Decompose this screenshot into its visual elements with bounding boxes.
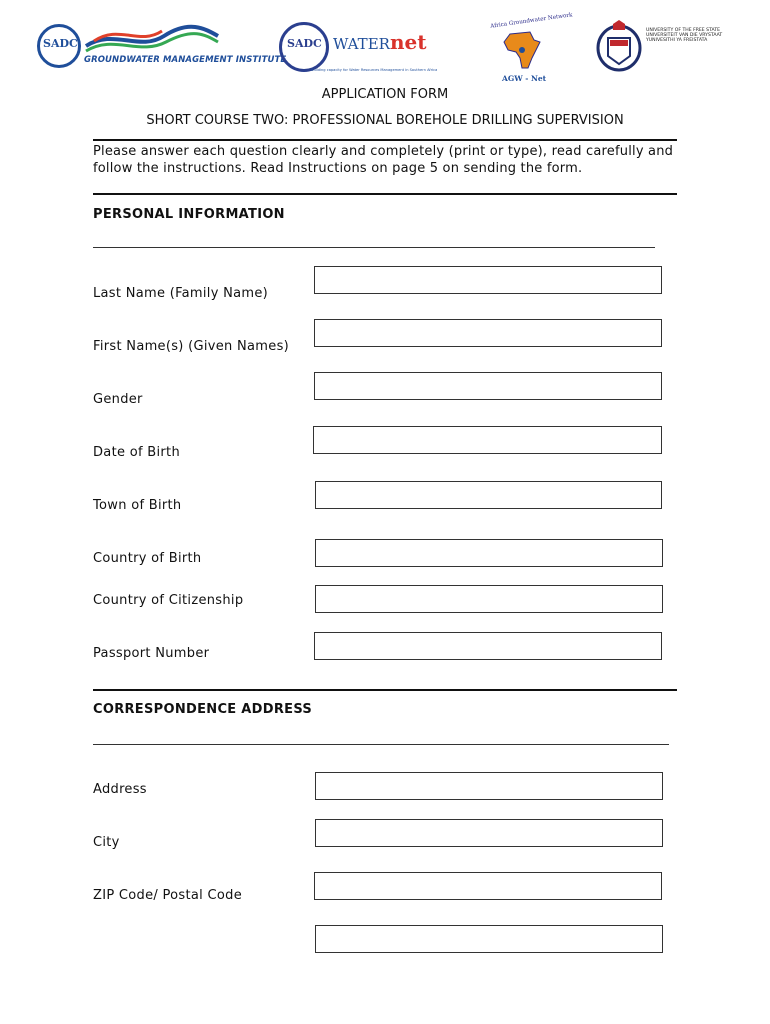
instructions-text: Please answer each question clearly and completely (print or type), read carefully and follow the instructions. Read Instructions on page 5 on sending the form. bbox=[93, 144, 674, 176]
sadc-logo bbox=[37, 24, 81, 68]
waternet-water: WATER bbox=[333, 35, 390, 53]
fill-line bbox=[93, 247, 655, 248]
address-label: Address bbox=[93, 782, 147, 797]
agw-logo bbox=[486, 12, 573, 88]
date-of-birth-label: Date of Birth bbox=[93, 445, 180, 460]
gmi-name: GROUNDWATER MANAGEMENT INSTITUTE bbox=[84, 55, 287, 65]
postal-code-label: ZIP Code/ Postal Code bbox=[93, 888, 242, 903]
waternet-tagline: Building capacity for Water Resources Management in Southern Africa bbox=[311, 68, 438, 72]
postal-code-field[interactable] bbox=[314, 872, 662, 900]
correspondence-heading: CORRESPONDENCE ADDRESS bbox=[93, 702, 313, 717]
divider bbox=[93, 193, 677, 195]
country-of-birth-field[interactable] bbox=[315, 539, 663, 567]
citizenship-label: Country of Citizenship bbox=[93, 593, 244, 608]
logo-row bbox=[0, 10, 770, 85]
first-name-label: First Name(s) (Given Names) bbox=[93, 339, 290, 354]
city-field[interactable] bbox=[315, 819, 663, 847]
africa-map-icon bbox=[500, 28, 544, 72]
agw-arc-text: Africa Groundwater Network bbox=[489, 12, 573, 30]
personal-info-heading: PERSONAL INFORMATION bbox=[93, 207, 285, 222]
divider bbox=[93, 139, 677, 141]
citizenship-field[interactable] bbox=[315, 585, 663, 613]
form-title: APPLICATION FORM bbox=[321, 87, 449, 102]
waternet-sadc-text: SADC bbox=[287, 37, 322, 50]
divider bbox=[93, 689, 677, 691]
date-of-birth-field[interactable] bbox=[313, 426, 662, 454]
university-name: UNIVERSITY OF THE FREE STATE UNIVERSITEIT VAN DIE VRYSTAAT YUNIVESITHI YA FREISTATA bbox=[646, 28, 723, 44]
last-name-label: Last Name (Family Name) bbox=[93, 286, 269, 301]
address-field[interactable] bbox=[315, 772, 663, 800]
agw-label: AGW - Net bbox=[502, 74, 547, 83]
passport-number-label: Passport Number bbox=[93, 646, 210, 661]
last-name-field[interactable] bbox=[314, 266, 662, 294]
gender-field[interactable] bbox=[314, 372, 662, 400]
gmi-wave-icon bbox=[84, 22, 220, 54]
first-name-field[interactable] bbox=[314, 319, 662, 347]
extra-address-field[interactable] bbox=[315, 925, 663, 953]
waternet-net: net bbox=[389, 30, 427, 54]
waternet-logo bbox=[279, 22, 439, 78]
sadc-logo-text: SADC bbox=[43, 37, 78, 50]
town-of-birth-field[interactable] bbox=[315, 481, 662, 509]
country-of-birth-label: Country of Birth bbox=[93, 551, 202, 566]
course-title: SHORT COURSE TWO: PROFESSIONAL BOREHOLE DRILLING SUPERVISION bbox=[146, 113, 624, 128]
waternet-wordmark bbox=[333, 30, 426, 54]
passport-number-field[interactable] bbox=[314, 632, 662, 660]
city-label: City bbox=[93, 835, 120, 850]
fill-line bbox=[93, 744, 669, 745]
gender-label: Gender bbox=[93, 392, 143, 407]
university-logo bbox=[596, 18, 723, 78]
town-of-birth-label: Town of Birth bbox=[93, 498, 182, 513]
university-crest-icon bbox=[596, 18, 642, 72]
